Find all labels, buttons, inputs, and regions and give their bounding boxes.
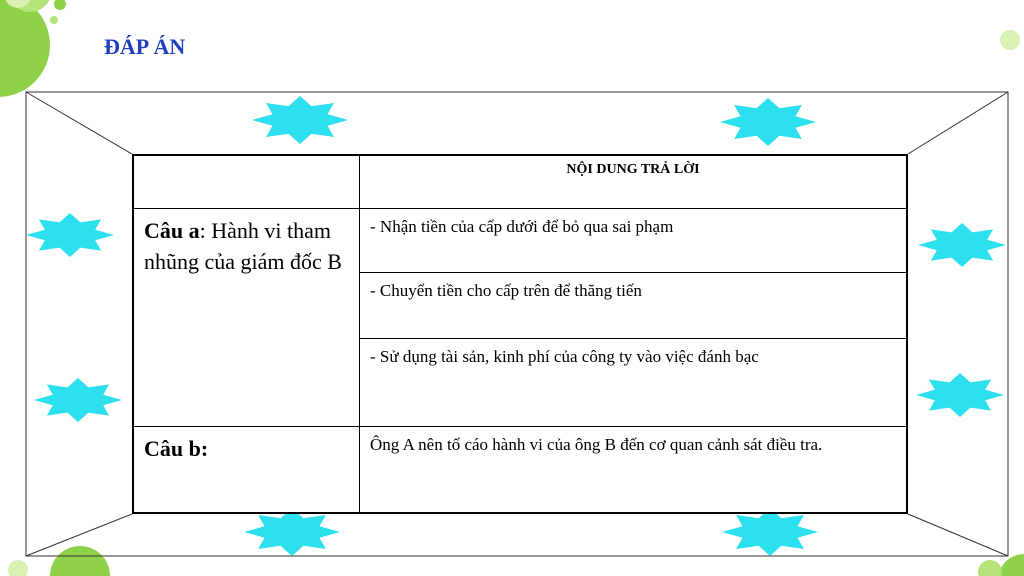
star-icon <box>26 213 114 257</box>
table-row <box>133 209 907 273</box>
star-icon <box>34 378 122 422</box>
answer-a-3: - Sử dụng tài sản, kinh phí của công ty vào việc đánh bạc <box>360 339 908 427</box>
star-icon <box>252 96 348 144</box>
answer-b-cell: Ông A nên tố cáo hành vi của ông B đến cơ quan cảnh sát điều tra. <box>360 427 908 514</box>
question-a-text: : Hành vi tham nhũng của giám đốc B <box>144 218 342 274</box>
star-icon <box>720 98 816 146</box>
answer-table <box>132 154 908 514</box>
question-b-cell <box>133 427 360 514</box>
question-b-label: Câu b: <box>144 436 209 461</box>
header-question-cell <box>133 155 360 209</box>
table-row <box>133 427 907 514</box>
answer-a-1: - Nhận tiền của cấp dưới để bỏ qua sai phạm <box>360 209 908 273</box>
question-a-label: Câu a <box>144 218 200 243</box>
star-icon <box>722 508 818 556</box>
question-a-cell <box>133 209 360 427</box>
answer-a-2: - Chuyển tiền cho cấp trên để thăng tiến <box>360 273 908 339</box>
slide-title: ĐÁP ÁN <box>104 34 186 59</box>
table-header-row <box>133 155 907 209</box>
header-answer-cell: NỘI DUNG TRẢ LỜI <box>360 155 908 209</box>
star-icon <box>918 223 1006 267</box>
star-icon <box>244 508 340 556</box>
star-icon <box>916 373 1004 417</box>
